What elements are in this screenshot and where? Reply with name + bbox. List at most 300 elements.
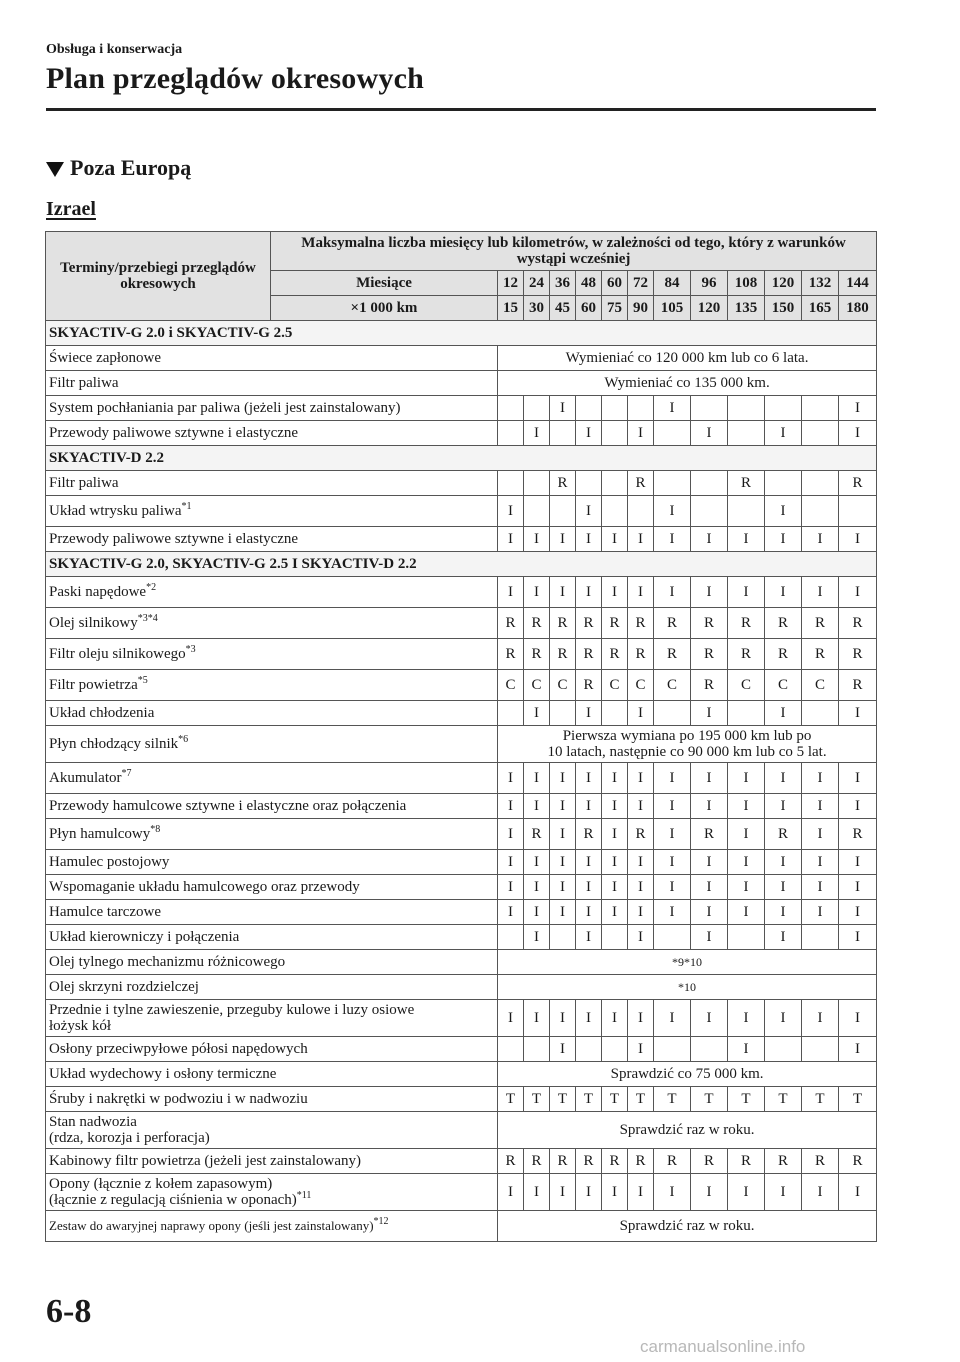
schedule-cell: I <box>802 763 839 794</box>
schedule-cell: R <box>839 1149 877 1174</box>
schedule-cell: I <box>498 819 524 850</box>
interval-note: *9*10 <box>498 950 877 975</box>
schedule-cell: T <box>576 1087 602 1112</box>
schedule-cell: R <box>691 639 728 670</box>
schedule-cell: I <box>691 875 728 900</box>
month-60: 60 <box>602 271 628 296</box>
schedule-cell: I <box>728 527 765 552</box>
table-row <box>46 900 877 925</box>
schedule-cell: R <box>550 471 576 496</box>
schedule-cell: R <box>550 639 576 670</box>
schedule-cell: T <box>628 1087 654 1112</box>
schedule-cell: I <box>498 1174 524 1211</box>
item-name <box>46 1000 498 1037</box>
table-row <box>46 794 877 819</box>
page-title: Plan przeglądów okresowych <box>46 62 424 95</box>
table-row <box>46 850 877 875</box>
header-row-top <box>46 232 877 271</box>
schedule-cell: I <box>654 900 691 925</box>
schedule-cell <box>550 701 576 726</box>
schedule-cell <box>802 421 839 446</box>
triangle-down-icon <box>46 162 64 177</box>
schedule-cell <box>628 496 654 527</box>
schedule-cell: I <box>628 701 654 726</box>
region-heading: Izrael <box>46 198 96 220</box>
item-name <box>46 471 498 496</box>
schedule-cell <box>691 496 728 527</box>
item-name-text: Przewody hamulcowe sztywne i elastyczne oraz połączenia <box>49 798 407 814</box>
item-name <box>46 608 498 639</box>
schedule-cell: I <box>839 396 877 421</box>
footnote-ref: *3 <box>185 644 196 655</box>
schedule-cell <box>602 701 628 726</box>
schedule-cell: I <box>550 850 576 875</box>
schedule-cell: R <box>765 639 802 670</box>
schedule-cell: R <box>691 819 728 850</box>
schedule-cell <box>576 1037 602 1062</box>
item-name-text: Filtr paliwa <box>49 375 119 391</box>
schedule-cell: I <box>728 794 765 819</box>
schedule-cell: I <box>498 496 524 527</box>
schedule-cell: T <box>550 1087 576 1112</box>
schedule-cell: I <box>524 850 550 875</box>
schedule-cell: I <box>728 875 765 900</box>
schedule-cell: I <box>498 763 524 794</box>
schedule-cell: I <box>691 794 728 819</box>
schedule-cell: I <box>524 900 550 925</box>
schedule-cell: I <box>498 900 524 925</box>
table-row <box>46 1062 877 1087</box>
item-name-text: Olej silnikowy <box>49 615 138 631</box>
item-name-text: Układ wydechowy i osłony termiczne <box>49 1066 277 1082</box>
subsection-title: Poza Europą <box>70 155 192 180</box>
schedule-cell <box>802 396 839 421</box>
schedule-cell <box>576 396 602 421</box>
schedule-cell: I <box>602 900 628 925</box>
schedule-cell <box>498 396 524 421</box>
schedule-cell <box>728 421 765 446</box>
subsection-heading <box>46 155 191 181</box>
schedule-cell: I <box>839 925 877 950</box>
schedule-cell: I <box>691 421 728 446</box>
schedule-cell: I <box>550 763 576 794</box>
schedule-cell: R <box>576 608 602 639</box>
schedule-cell: R <box>628 819 654 850</box>
schedule-cell: I <box>550 396 576 421</box>
month-108: 108 <box>728 271 765 296</box>
table-row <box>46 421 877 446</box>
schedule-cell <box>728 396 765 421</box>
item-name-line2: (rdza, korozja i perforacja) <box>49 1130 210 1146</box>
schedule-cell: R <box>576 670 602 701</box>
interval-note <box>498 726 877 763</box>
schedule-cell <box>498 701 524 726</box>
schedule-cell: R <box>654 1149 691 1174</box>
schedule-cell: I <box>628 421 654 446</box>
schedule-cell <box>498 421 524 446</box>
schedule-cell: I <box>524 577 550 608</box>
schedule-cell: I <box>728 577 765 608</box>
item-name-text: Kabinowy filtr powietrza (jeżeli jest zainstalowany) <box>49 1153 361 1169</box>
schedule-cell: I <box>765 794 802 819</box>
item-name-text: Osłony przeciwpyłowe półosi napędowych <box>49 1041 308 1057</box>
schedule-cell <box>550 496 576 527</box>
item-name <box>46 1149 498 1174</box>
schedule-cell: I <box>524 925 550 950</box>
schedule-cell <box>765 396 802 421</box>
item-name-line2: (łącznie z regulacją ciśnienia w oponach)$^{*11}$ <box>49 1190 312 1208</box>
schedule-cell: I <box>550 794 576 819</box>
table-row <box>46 875 877 900</box>
footnote-ref: *6 <box>178 734 189 745</box>
schedule-cell: I <box>654 850 691 875</box>
item-name-text: Układ wtrysku paliwa <box>49 503 182 519</box>
km-45: 45 <box>550 296 576 321</box>
schedule-cell <box>602 471 628 496</box>
item-name-text: Płyn chłodzący silnik <box>49 736 179 752</box>
item-name <box>46 975 498 1000</box>
schedule-cell: R <box>550 608 576 639</box>
schedule-cell: I <box>728 819 765 850</box>
schedule-cell: I <box>691 1000 728 1037</box>
month-72: 72 <box>628 271 654 296</box>
schedule-cell <box>524 396 550 421</box>
schedule-cell: R <box>839 670 877 701</box>
corner-header <box>46 232 271 321</box>
schedule-cell: I <box>602 875 628 900</box>
corner-header-text: Terminy/przebiegi przeglądów okresowych <box>60 260 256 292</box>
schedule-cell: I <box>654 527 691 552</box>
item-name-text: Olej tylnego mechanizmu różnicowego <box>49 954 286 970</box>
km-60: 60 <box>576 296 602 321</box>
schedule-cell: I <box>498 850 524 875</box>
schedule-cell: I <box>765 925 802 950</box>
schedule-cell: R <box>765 1149 802 1174</box>
item-name-text: Olej skrzyni rozdzielczej <box>49 979 199 995</box>
schedule-cell: I <box>576 496 602 527</box>
table-row <box>46 1000 877 1037</box>
schedule-cell: I <box>765 701 802 726</box>
schedule-cell: R <box>498 1149 524 1174</box>
item-name-text: Hamulec postojowy <box>49 854 170 870</box>
schedule-cell: I <box>802 1174 839 1211</box>
schedule-cell <box>728 925 765 950</box>
schedule-cell: I <box>576 577 602 608</box>
schedule-cell: I <box>524 763 550 794</box>
schedule-cell: R <box>839 608 877 639</box>
schedule-cell: I <box>576 875 602 900</box>
schedule-cell: T <box>654 1087 691 1112</box>
schedule-cell: I <box>524 875 550 900</box>
schedule-cell <box>691 471 728 496</box>
schedule-cell: C <box>498 670 524 701</box>
footnote-ref: *8 <box>150 824 161 835</box>
schedule-cell <box>654 701 691 726</box>
schedule-cell: I <box>576 794 602 819</box>
schedule-cell <box>802 925 839 950</box>
item-name-line1: Przednie i tylne zawieszenie, przeguby kulowe i luzy osiowe <box>49 1002 415 1018</box>
schedule-cell: R <box>524 819 550 850</box>
schedule-cell: C <box>654 670 691 701</box>
km-135: 135 <box>728 296 765 321</box>
table-row <box>46 670 877 701</box>
schedule-cell: I <box>628 875 654 900</box>
schedule-cell: I <box>765 577 802 608</box>
schedule-cell: I <box>602 527 628 552</box>
footnote-ref: *3*4 <box>137 613 158 624</box>
schedule-cell: I <box>602 794 628 819</box>
schedule-cell <box>728 701 765 726</box>
schedule-cell <box>602 496 628 527</box>
item-name <box>46 639 498 670</box>
schedule-cell: I <box>654 496 691 527</box>
interval-header: Maksymalna liczba miesięcy lub kilometrów, w zależności od tego, który z warunków wystąpi wcześniej <box>271 232 877 271</box>
schedule-cell: I <box>839 577 877 608</box>
table-row <box>46 975 877 1000</box>
schedule-cell <box>802 701 839 726</box>
schedule-cell: I <box>728 900 765 925</box>
watermark: carmanualsonline.info <box>640 1337 806 1356</box>
schedule-cell: C <box>524 670 550 701</box>
schedule-cell: R <box>524 639 550 670</box>
schedule-cell: I <box>839 1000 877 1037</box>
section-label: Obsługa i konserwacja <box>46 42 183 57</box>
schedule-cell: I <box>550 1037 576 1062</box>
schedule-cell: I <box>576 701 602 726</box>
schedule-cell: I <box>728 1174 765 1211</box>
schedule-cell <box>602 421 628 446</box>
month-48: 48 <box>576 271 602 296</box>
schedule-cell <box>654 1037 691 1062</box>
group-heading: SKYACTIV-G 2.0, SKYACTIV-G 2.5 I SKYACTIV-D 2.2 <box>46 552 877 577</box>
schedule-cell: I <box>498 875 524 900</box>
km-75: 75 <box>602 296 628 321</box>
item-name <box>46 819 498 850</box>
schedule-cell: I <box>839 1174 877 1211</box>
month-144: 144 <box>839 271 877 296</box>
schedule-cell: I <box>728 763 765 794</box>
schedule-cell: I <box>628 577 654 608</box>
schedule-cell: I <box>602 1174 628 1211</box>
schedule-cell: I <box>765 496 802 527</box>
schedule-cell <box>524 1037 550 1062</box>
table-row <box>46 527 877 552</box>
schedule-cell <box>802 1037 839 1062</box>
item-name-line1: Stan nadwozia <box>49 1114 137 1130</box>
schedule-cell: I <box>802 1000 839 1037</box>
schedule-cell: I <box>765 763 802 794</box>
schedule-cell: I <box>802 577 839 608</box>
schedule-cell <box>550 925 576 950</box>
schedule-cell: R <box>691 670 728 701</box>
km-30: 30 <box>524 296 550 321</box>
schedule-cell: R <box>550 1149 576 1174</box>
km-180: 180 <box>839 296 877 321</box>
schedule-cell: R <box>602 639 628 670</box>
schedule-cell: I <box>839 701 877 726</box>
schedule-cell: I <box>839 794 877 819</box>
footnote-ref: *7 <box>121 768 132 779</box>
item-name-text: Filtr powietrza <box>49 677 138 693</box>
schedule-cell: I <box>654 794 691 819</box>
schedule-cell: I <box>550 1000 576 1037</box>
schedule-cell: I <box>602 850 628 875</box>
table-row <box>46 577 877 608</box>
item-name-text: Filtr paliwa <box>49 475 119 491</box>
schedule-cell: I <box>691 900 728 925</box>
interval-note: Wymieniać co 135 000 km. <box>498 371 877 396</box>
table-row <box>46 726 877 763</box>
item-name <box>46 1037 498 1062</box>
schedule-cell: I <box>628 900 654 925</box>
schedule-cell: I <box>628 1174 654 1211</box>
item-name-text: Śruby i nakrętki w podwoziu i w nadwoziu <box>49 1091 308 1107</box>
item-name <box>46 1174 498 1211</box>
table-row <box>46 925 877 950</box>
schedule-cell: I <box>765 421 802 446</box>
schedule-cell: I <box>802 527 839 552</box>
schedule-cell: R <box>628 471 654 496</box>
schedule-cell: C <box>550 670 576 701</box>
month-84: 84 <box>654 271 691 296</box>
schedule-cell: R <box>765 608 802 639</box>
schedule-cell: I <box>654 396 691 421</box>
km-105: 105 <box>654 296 691 321</box>
schedule-cell: T <box>498 1087 524 1112</box>
group-row <box>46 321 877 346</box>
schedule-cell: I <box>576 900 602 925</box>
schedule-cell: I <box>691 763 728 794</box>
interval-note-line2: 10 latach, następnie co 90 000 km lub co 5 lat. <box>547 744 827 760</box>
month-96: 96 <box>691 271 728 296</box>
item-name <box>46 496 498 527</box>
item-name-text: Przewody paliwowe sztywne i elastyczne <box>49 531 299 547</box>
schedule-cell: R <box>839 819 877 850</box>
schedule-cell: I <box>654 819 691 850</box>
item-name <box>46 396 498 421</box>
item-name-text: System pochłaniania par paliwa (jeżeli jest zainstalowany) <box>49 400 401 416</box>
schedule-cell: I <box>839 875 877 900</box>
item-name <box>46 925 498 950</box>
item-name <box>46 875 498 900</box>
schedule-cell: R <box>576 1149 602 1174</box>
schedule-cell: I <box>550 1174 576 1211</box>
schedule-cell: I <box>765 1174 802 1211</box>
schedule-cell: I <box>839 850 877 875</box>
schedule-cell: I <box>765 875 802 900</box>
schedule-cell: I <box>654 763 691 794</box>
schedule-cell: R <box>602 1149 628 1174</box>
table-row <box>46 1149 877 1174</box>
schedule-cell: R <box>654 639 691 670</box>
schedule-cell <box>802 471 839 496</box>
schedule-cell: I <box>728 1037 765 1062</box>
table-row <box>46 1174 877 1211</box>
item-name-text: Paski napędowe <box>49 584 147 600</box>
schedule-cell: R <box>498 639 524 670</box>
title-divider <box>46 108 876 111</box>
schedule-cell: I <box>839 421 877 446</box>
schedule-cell: I <box>839 527 877 552</box>
schedule-cell: R <box>691 1149 728 1174</box>
footnote-ref: *1 <box>181 501 192 512</box>
schedule-cell: I <box>498 794 524 819</box>
schedule-cell: T <box>728 1087 765 1112</box>
schedule-cell: I <box>765 900 802 925</box>
item-name <box>46 726 498 763</box>
table-row <box>46 701 877 726</box>
interval-note: *10 <box>498 975 877 1000</box>
schedule-cell: R <box>576 639 602 670</box>
item-name <box>46 1062 498 1087</box>
schedule-cell <box>765 471 802 496</box>
interval-note: Sprawdzić co 75 000 km. <box>498 1062 877 1087</box>
km-165: 165 <box>802 296 839 321</box>
schedule-cell: I <box>524 1174 550 1211</box>
schedule-cell: R <box>654 608 691 639</box>
schedule-cell <box>802 496 839 527</box>
item-name-text: Przewody paliwowe sztywne i elastyczne <box>49 425 299 441</box>
schedule-cell: I <box>628 794 654 819</box>
interval-note: Sprawdzić raz w roku. <box>498 1211 877 1242</box>
item-name <box>46 1112 498 1149</box>
schedule-cell: C <box>728 670 765 701</box>
schedule-cell <box>654 471 691 496</box>
table-row <box>46 396 877 421</box>
schedule-cell: R <box>802 639 839 670</box>
table-row <box>46 639 877 670</box>
schedule-cell: T <box>691 1087 728 1112</box>
schedule-cell: C <box>628 670 654 701</box>
schedule-cell: I <box>524 701 550 726</box>
schedule-cell: I <box>498 1000 524 1037</box>
item-name-text: Akumulator <box>49 770 122 786</box>
km-150: 150 <box>765 296 802 321</box>
item-name <box>46 371 498 396</box>
schedule-cell: I <box>802 819 839 850</box>
schedule-cell: R <box>802 608 839 639</box>
schedule-cell: T <box>765 1087 802 1112</box>
schedule-cell: I <box>524 421 550 446</box>
schedule-cell: I <box>628 763 654 794</box>
schedule-cell <box>498 925 524 950</box>
km-120: 120 <box>691 296 728 321</box>
schedule-cell <box>550 421 576 446</box>
item-name-text: Świece zapłonowe <box>49 350 162 366</box>
schedule-cell: I <box>691 850 728 875</box>
interval-note-line1: Pierwsza wymiana po 195 000 km lub po <box>562 728 812 744</box>
schedule-cell <box>691 396 728 421</box>
schedule-cell <box>691 1037 728 1062</box>
schedule-cell: I <box>602 1000 628 1037</box>
schedule-cell: R <box>839 471 877 496</box>
schedule-cell <box>728 496 765 527</box>
schedule-cell: I <box>691 701 728 726</box>
schedule-cell <box>654 925 691 950</box>
footnote-ref: *5 <box>137 675 148 686</box>
schedule-cell: I <box>765 850 802 875</box>
month-12: 12 <box>498 271 524 296</box>
schedule-cell: I <box>628 1037 654 1062</box>
month-36: 36 <box>550 271 576 296</box>
schedule-cell: I <box>628 1000 654 1037</box>
table-row <box>46 1087 877 1112</box>
item-name-text: Filtr oleju silnikowego <box>49 646 186 662</box>
interval-note: Wymieniać co 120 000 km lub co 6 lata. <box>498 346 877 371</box>
schedule-cell <box>498 471 524 496</box>
schedule-cell <box>654 421 691 446</box>
schedule-cell: C <box>765 670 802 701</box>
